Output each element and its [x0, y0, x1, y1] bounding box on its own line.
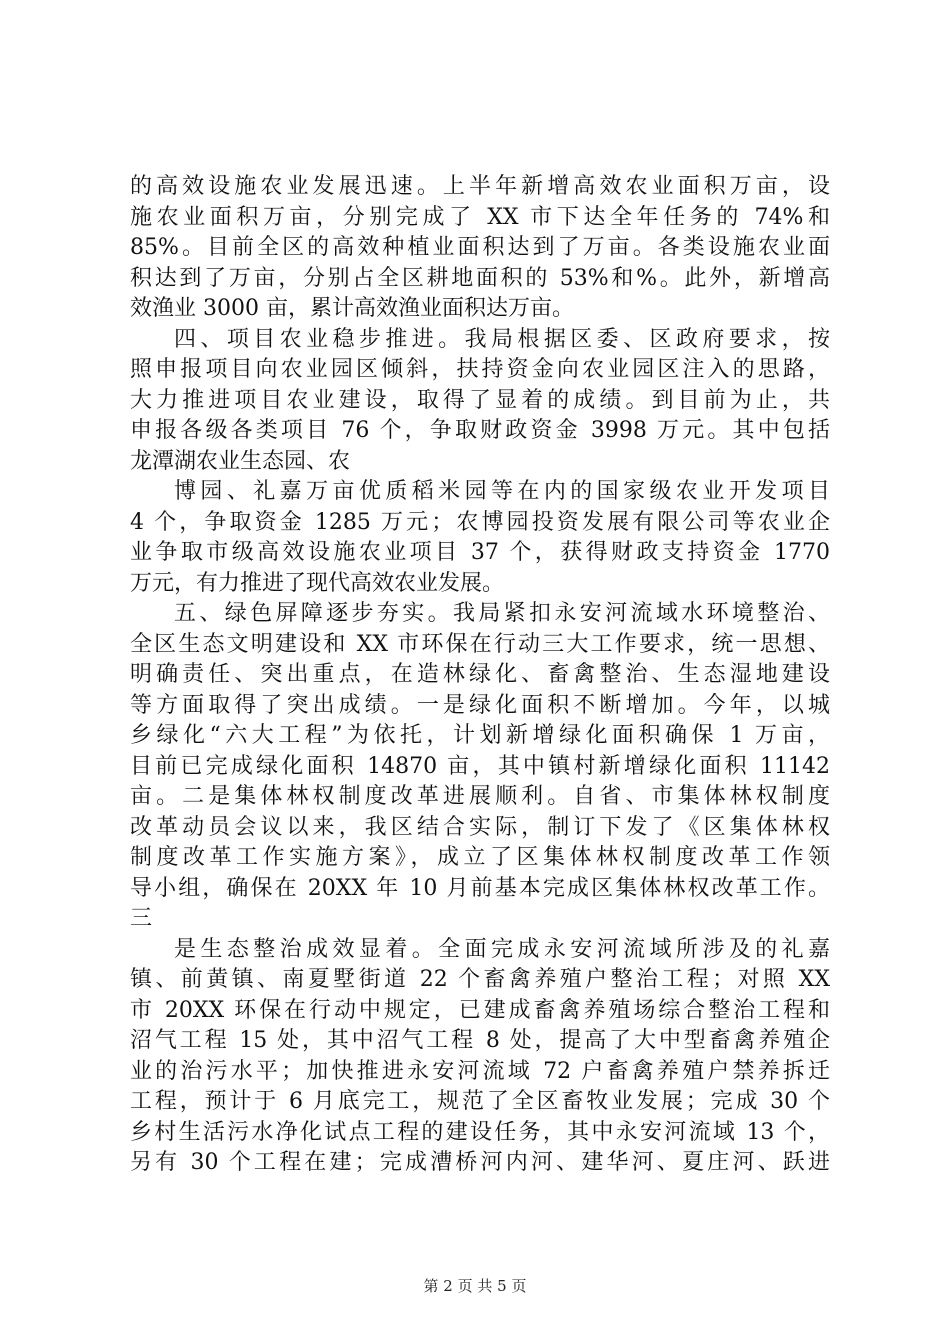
text-line: 三	[130, 906, 153, 931]
text-line: 制度改革工作实施方案》，成立了区集体林权制度改革工作领	[130, 845, 830, 870]
text-line: 四、项目农业稳步推进。我局根据区委、区政府要求，按	[174, 326, 830, 352]
text-line: 积达到了万亩，分别占全区耕地面积的 53%和%。此外，新增高	[130, 265, 830, 291]
page-footer: 第 2 页 共 5 页	[423, 1277, 527, 1295]
text-line: 大力推进项目农业建设，取得了显着的成绩。到目前为止，共	[130, 387, 830, 413]
text-line: 照申报项目向农业园区倾斜，扶持资金向农业园区注入的思路，	[130, 357, 830, 382]
text-line: 的高效设施农业发展迅速。上半年新增高效农业面积万亩，设	[130, 174, 830, 199]
text-line: 申报各级各类项目 76 个，争取财政资金 3998 万元。其中包括	[130, 418, 830, 443]
text-line: 乡村生活污水净化试点工程的建设任务，其中永安河流域 13 个，	[130, 1119, 830, 1145]
text-line: 85%。目前全区的高效种植业面积达到了万亩。各类设施农业面	[130, 235, 830, 260]
document-body	[130, 172, 830, 1179]
text-line: 导小组，确保在 20XX 年 10 月前基本完成区集体林权改革工作。	[130, 875, 830, 901]
text-line: 乡绿化“六大工程”为依托，计划新增绿化面积确保 1 万亩，	[130, 723, 830, 748]
text-line: 镇、前黄镇、南夏墅街道 22 个畜禽养殖户整治工程；对照 XX	[130, 967, 830, 992]
text-line: 业的治污水平；加快推进永安河流域 72 户畜禽养殖户禁养拆迁	[130, 1058, 830, 1084]
text-line: 目前已完成绿化面积 14870 亩，其中镇村新增绿化面积 11142	[130, 753, 830, 779]
text-line: 五、绿色屏障逐步夯实。我局紧扣永安河流域水环境整治、	[174, 601, 830, 626]
text-line: 等方面取得了突出成绩。一是绿化面积不断增加。今年，以城	[130, 692, 830, 718]
text-line: 4 个，争取资金 1285 万元；农博园投资发展有限公司等农业企	[130, 509, 830, 535]
text-line: 工程，预计于 6 月底完工，规范了全区畜牧业发展；完成 30 个	[130, 1089, 830, 1114]
text-line: 是生态整治成效显着。全面完成永安河流域所涉及的礼嘉	[174, 936, 830, 962]
text-line: 明确责任、突出重点，在造林绿化、畜禽整治、生态湿地建设	[130, 662, 830, 687]
text-line: 博园、礼嘉万亩优质稻米园等在内的国家级农业开发项目	[174, 479, 830, 504]
text-line: 业争取市级高效设施农业项目 37 个，获得财政支持资金 1770	[130, 540, 830, 565]
text-line: 龙潭湖农业生态园、农	[130, 448, 351, 474]
text-line: 市 20XX 环保在行动中规定，已建成畜禽养殖场综合整治工程和	[130, 997, 830, 1023]
text-line: 亩。二是集体林权制度改革进展顺利。自省、市集体林权制度	[130, 784, 830, 809]
text-line: 万元，有力推进了现代高效农业发展。	[130, 570, 505, 596]
text-line: 沼气工程 15 处，其中沼气工程 8 处，提高了大中型畜禽养殖企	[130, 1028, 830, 1053]
text-line: 施农业面积万亩，分别完成了 XX 市下达全年任务的 74%和	[130, 204, 830, 230]
text-line: 效渔业 3000 亩，累计高效渔业面积达万亩。	[130, 296, 574, 321]
text-line: 全区生态文明建设和 XX 市环保在行动三大工作要求，统一思想、	[130, 631, 830, 657]
text-line: 另有 30 个工程在建；完成漕桥河内河、建华河、夏庄河、跃进	[130, 1150, 830, 1175]
text-line: 改革动员会议以来，我区结合实际，制订下发了《区集体林权	[130, 814, 830, 840]
